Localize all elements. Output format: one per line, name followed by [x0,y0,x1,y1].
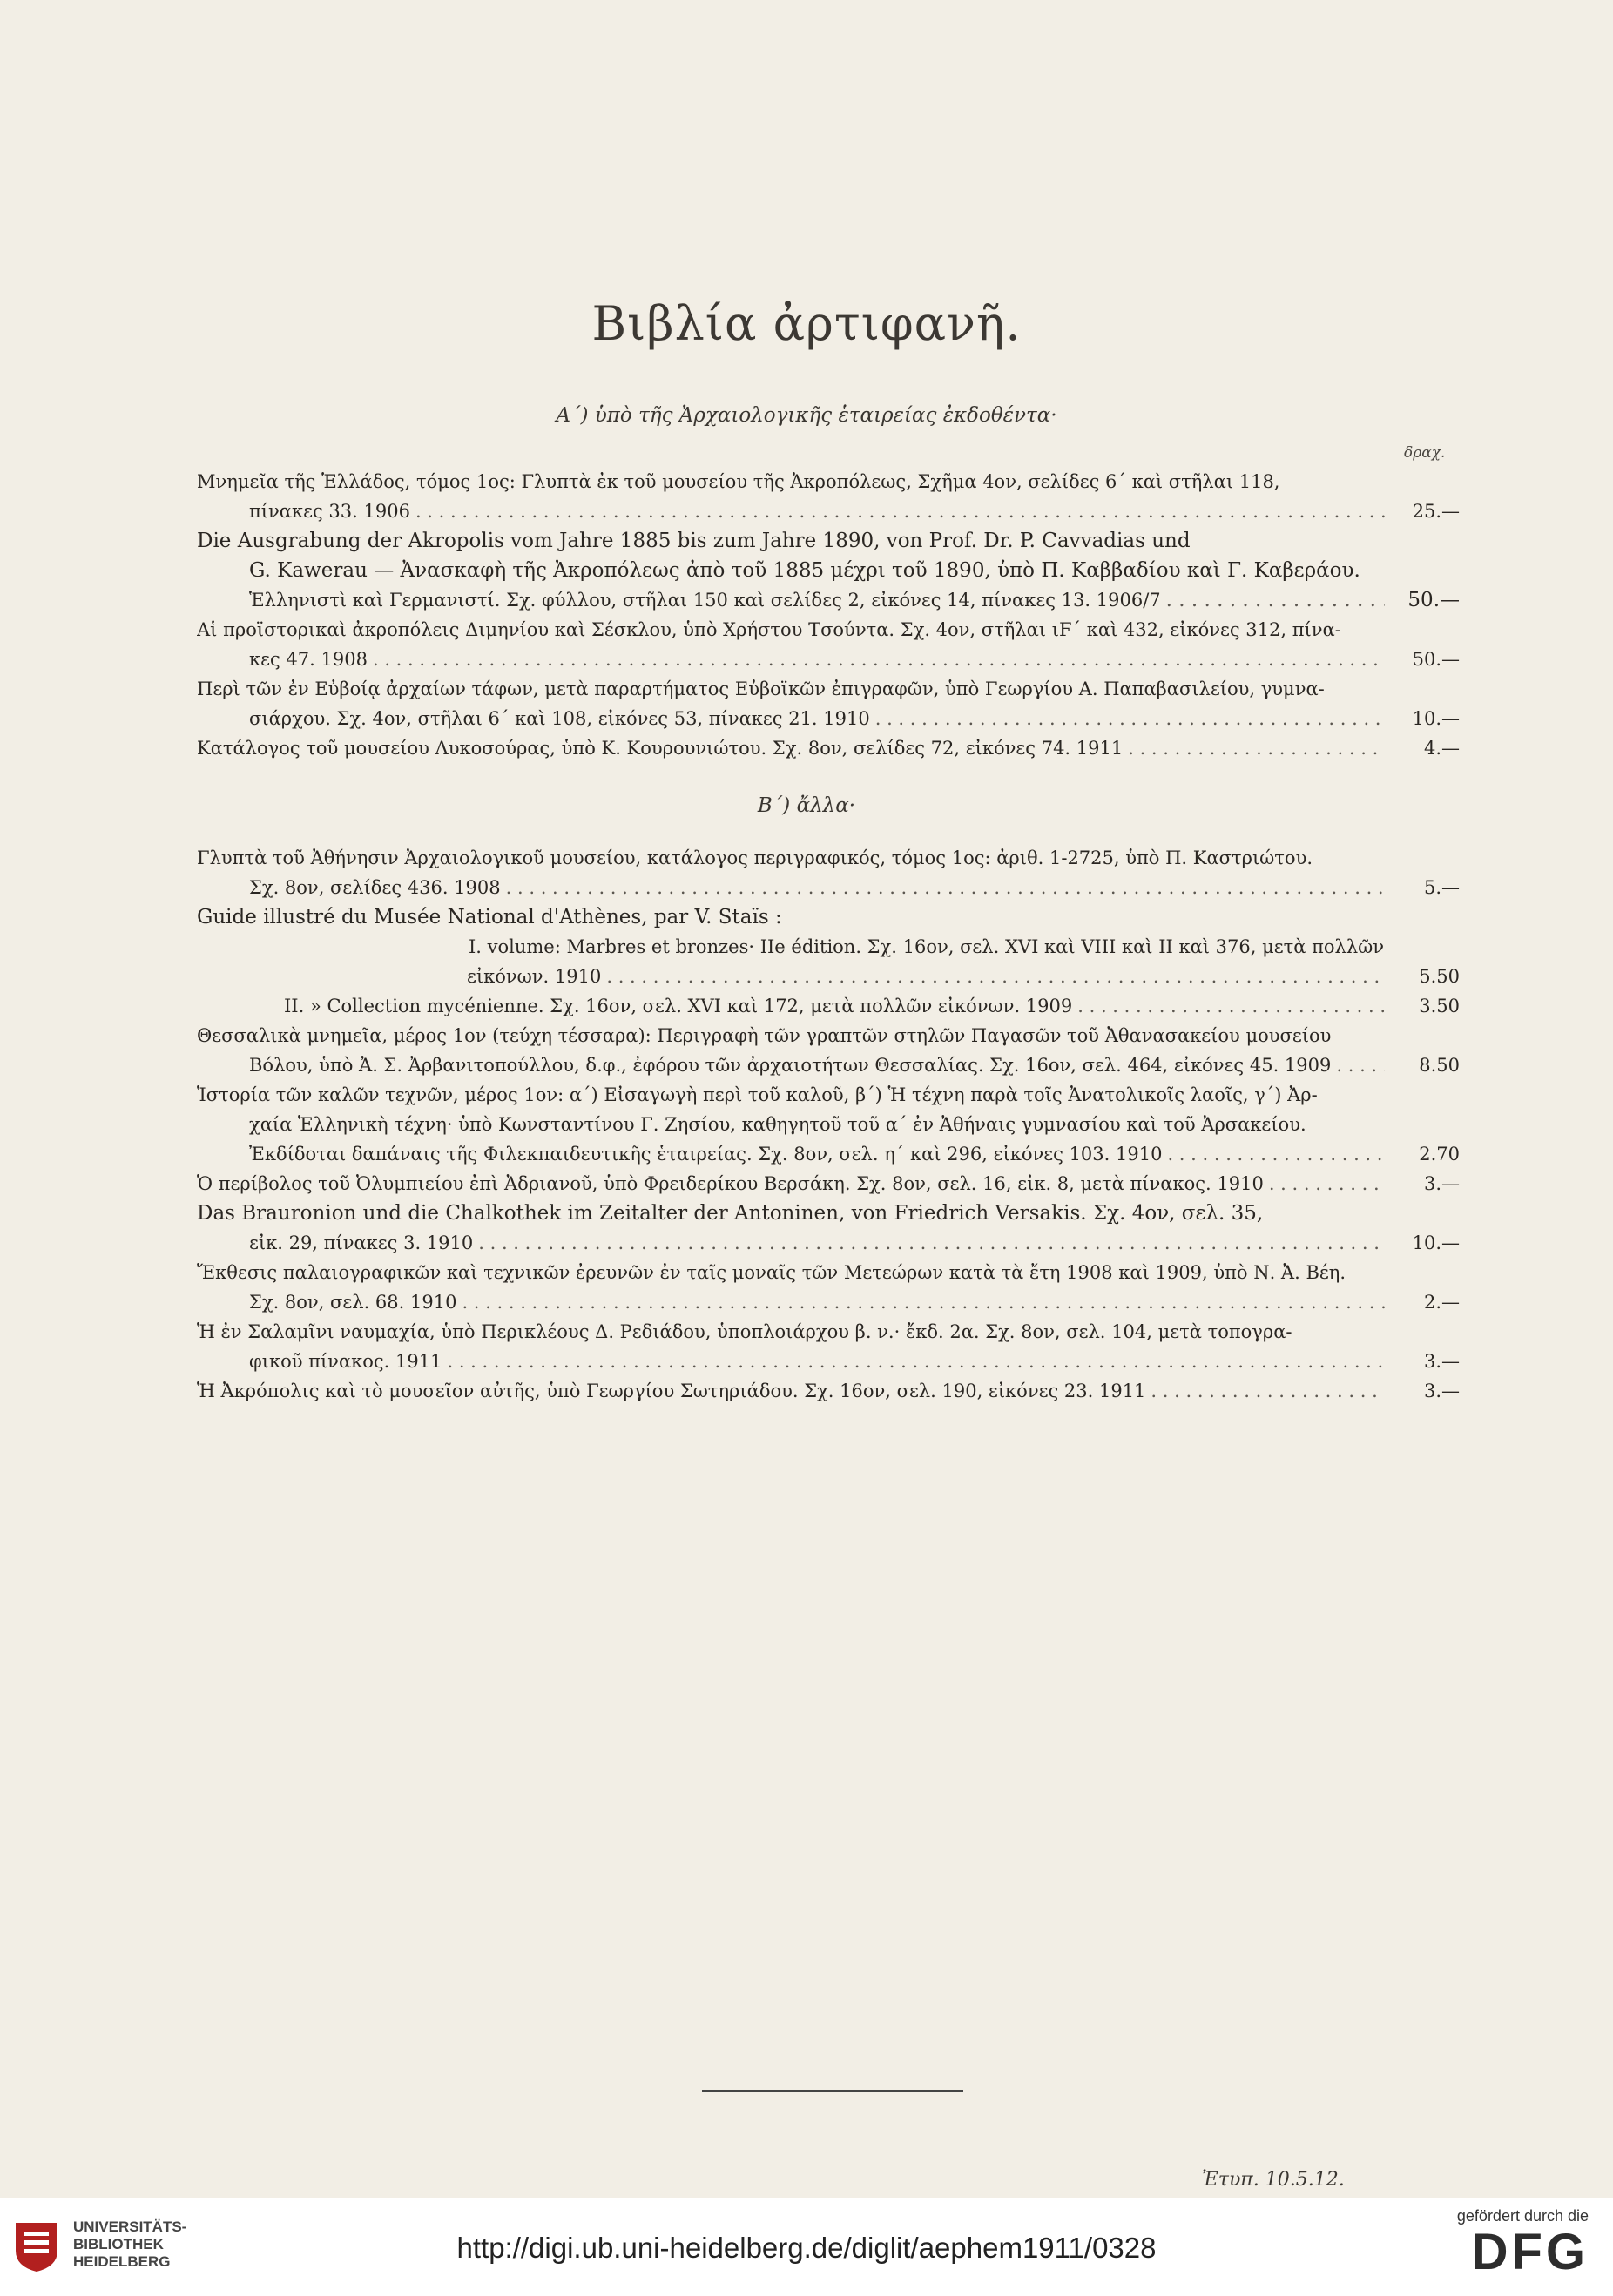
list-item: Περὶ τῶν ἐν Εὐβοίᾳ ἀρχαίων τάφων, μετὰ παραρτήματος Εὐβοϊκῶν ἐπιγραφῶν, ὑπὸ Γεωργίου Α. Παπαβασιλείου, γυμνα- σιάρχου. Σχ. 4ον, στῆλαι 6΄ καὶ 108, εἰκόνες 53, πίνακες 21. 1910 . . . 10.— [197,674,1460,733]
list-item: Μνημεῖα τῆς Ἑλλάδος, τόμος 1ος: Γλυπτὰ ἐκ τοῦ μουσείου τῆς Ἀκροπόλεως, Σχῆμα 4ον, σελίδες 6΄ καὶ στῆλαι 118, πίνακες 33. 1906 . . . 25.— [197,467,1460,526]
library-logo[interactable]: UNIVERSITÄTS- BIBLIOTHEK HEIDELBERG [10,2216,186,2273]
section-a-entries [197,467,1460,763]
price: 3.— [1423,1351,1460,1372]
list-item: Das Brauronion und die Chalkothek im Zeitalter der Antoninen, von Friedrich Versakis. Σχ. 4ον, σελ. 35, εἰκ. 29, πίνακες 3. 1910 . . . 10.— [197,1199,1460,1258]
section-a-heading: Α΄) ὑπὸ τῆς Ἀρχαιολογικῆς ἑταιρείας ἐκδοθέντα· [556,404,1057,427]
print-date: Ἐτυπ. 10.5.12. [1202,2169,1345,2191]
price: 3.— [1423,1173,1460,1194]
price: 50.— [1412,649,1460,670]
currency-label: δραχ. [1404,444,1446,462]
price: 50.— [1407,589,1460,611]
section-b-heading: Β΄) ἄλλα· [757,794,856,817]
viewer-footer [0,2198,1613,2296]
price: 25.— [1412,501,1460,522]
list-item: Θεσσαλικὰ μνημεῖα, μέρος 1ον (τεύχη τέσσαρα): Περιγραφὴ τῶν γραπτῶν στηλῶν Παγασῶν τοῦ Ἀθανασακείου μουσείου Βόλου, ὑπὸ Ἀ. Σ. Ἀρβανιτοπούλλου, δ.φ., ἐφόρου τῶν ἀρχαιοτήτων Θεσσαλίας. Σχ. 16ον, σελ. 464, εἰκόνες 45. 1909 . . . 8.50 [197,1021,1460,1080]
price: 10.— [1412,708,1460,729]
price: 5.50 [1419,966,1460,987]
list-item: Ἡ Ἀκρόπολις καὶ τὸ μουσεῖον αὐτῆς, ὑπὸ Γεωργίου Σωτηριάδου. Σχ. 16ον, σελ. 190, εἰκόνες 23. 1911 . . . 3.— [197,1376,1460,1406]
price: 3.— [1423,1381,1460,1401]
price: 8.50 [1419,1055,1460,1076]
list-item: Ἔκθεσις παλαιογραφικῶν καὶ τεχνικῶν ἐρευνῶν ἐν ταῖς μοναῖς τῶν Μετεώρων κατὰ τὰ ἔτη 1908 καὶ 1909, ὑπὸ Ν. Ἀ. Βέη. Σχ. 8ον, σελ. 68. 1910 . . . 2.— [197,1258,1460,1317]
dfg-logo-icon: DFG [1471,2224,1589,2280]
list-item: I. volume: Marbres et bronzes· IIe édition. Σχ. 16ον, σελ. XVI καὶ VIII καὶ II καὶ 376, μετὰ πολλῶν εἰκόνων. 1910 . . . 5.50 [197,932,1460,991]
list-item: Ὁ περίβολος τοῦ Ὀλυμπιείου ἐπὶ Ἀδριανοῦ, ὑπὸ Φρειδερίκου Βερσάκη. Σχ. 8ον, σελ. 16, εἰκ. 8, μετὰ πίνακος. 1910 . . . 3.— [197,1169,1460,1199]
list-item: Αἱ προϊστορικαὶ ἀκροπόλεις Διμηνίου καὶ Σέσκλου, ὑπὸ Χρήστου Τσούντα. Σχ. 4ον, στῆλαι ιϜ΄ καὶ 432, εἰκόνες 312, πίνα- κες 47. 1908 . . . 50.— [197,615,1460,674]
price: 2.— [1423,1292,1460,1313]
list-item: Κατάλογος τοῦ μουσείου Λυκοσούρας, ὑπὸ Κ. Κουρουνιώτου. Σχ. 8ον, σελίδες 72, εἰκόνες 74. 1911 . . . 4.— [197,733,1460,763]
section-b-entries [197,843,1460,1406]
price: 2.70 [1419,1144,1460,1165]
list-item: Ἱστορία τῶν καλῶν τεχνῶν, μέρος 1ον: α΄) Εἰσαγωγὴ περὶ τοῦ καλοῦ, β΄) Ἡ τέχνη παρὰ τοῖς Ἀνατολικοῖς λαοῖς, γ΄) Ἀρ- χαία Ἑλληνικὴ τέχνη· ὑπὸ Κωνσταντίνου Γ. Ζησίου, καθηγητοῦ τοῦ α΄ ἐν Ἀθήναις γυμνασίου καὶ τοῦ Ἀρσακείου. Ἐκδίδοται δαπάναις τῆς Φιλεκπαιδευτικῆς ἑταιρείας. Σχ. 8ον, σελ. η΄ καὶ 296, εἰκόνες 103. 1910 . . . 2.70 [197,1080,1460,1169]
page-title: Βιβλία ἀρτιφανῆ. [591,296,1022,351]
list-item: Ἡ ἐν Σαλαμῖνι ναυμαχία, ὑπὸ Περικλέους Δ. Ρεδιάδου, ὑποπλοιάρχου β. ν.· ἔκδ. 2α. Σχ. 8ον, σελ. 104, μετὰ τοπογρα- φικοῦ πίνακος. 1911 . . . 3.— [197,1317,1460,1376]
list-item: Die Ausgrabung der Akropolis vom Jahre 1885 bis zum Jahre 1890, von Prof. Dr. P. Cavvadias und G. Kawerau — Ἀνασκαφὴ τῆς Ἀκροπόλεως ἀπὸ τοῦ 1885 μέχρι τοῦ 1890, ὑπὸ Π. Καββαδίου καὶ Γ. Καβεράου. Ἑλληνιστὶ καὶ Γερμανιστί. Σχ. φύλλου, στῆλαι 150 καὶ σελίδες 2, εἰκόνες 14, πίνακες 13. 1906/7 . . . 50.— [197,526,1460,615]
price: 3.50 [1419,996,1460,1016]
page-url-link[interactable]: http://digi.ub.uni-heidelberg.de/diglit/aephem1911/0328 [456,2232,1157,2264]
list-item: II. » Collection mycénienne. Σχ. 16ον, σελ. XVI καὶ 172, μετὰ πολλῶν εἰκόνων. 1909 . . . 3.50 [197,991,1460,1021]
price: 10.— [1412,1232,1460,1253]
price: 4.— [1423,738,1460,759]
funder-logo[interactable]: gefördert durch die DFG [1456,2207,1589,2280]
list-item: Guide illustré du Musée National d'Athènes, par V. Staïs : [197,906,782,929]
divider [702,2090,963,2092]
price: 5.— [1423,877,1460,898]
list-item: Γλυπτὰ τοῦ Ἀθήνησιν Ἀρχαιολογικοῦ μουσείου, κατάλογος περιγραφικός, τόμος 1ος: ἀριθ. 1-2725, ὑπὸ Π. Καστριώτου. Σχ. 8ον, σελίδες 436. 1908 . . . 5.— [197,843,1460,902]
